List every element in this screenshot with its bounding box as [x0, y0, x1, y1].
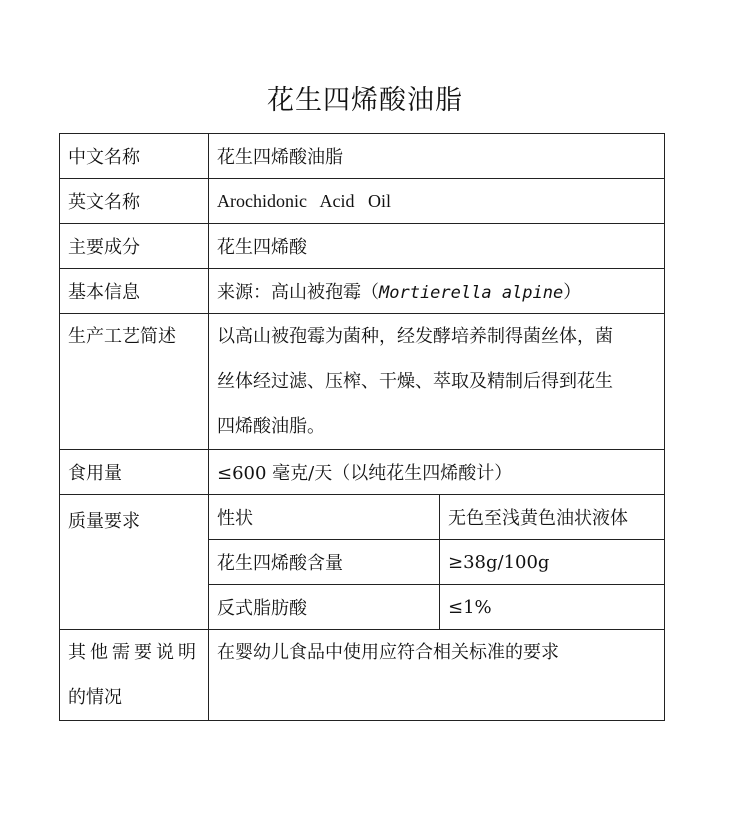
table-row-main-component — [60, 224, 665, 269]
table-row-other — [60, 630, 665, 721]
row-value: 花生四烯酸 — [209, 224, 665, 269]
process-line: 丝体经过滤、压榨、干燥、萃取及精制后得到花生 — [217, 371, 613, 392]
source-latin-name: Mortierella alpine — [379, 283, 564, 303]
quality-item-value: ≤1% — [440, 585, 665, 630]
document-title: 花生四烯酸油脂 — [267, 85, 463, 116]
process-line: 四烯酸油脂。 — [217, 416, 325, 437]
row-value: 花生四烯酸油脂 — [209, 134, 665, 179]
row-label: 英文名称 — [60, 179, 209, 224]
row-label: 中文名称 — [60, 134, 209, 179]
quality-item-name: 反式脂肪酸 — [209, 585, 440, 630]
table-row-english-name — [60, 179, 665, 224]
row-value: ≤600 毫克/天（以纯花生四烯酸计） — [209, 450, 665, 495]
quality-item-name: 花生四烯酸含量 — [209, 540, 440, 585]
row-label — [60, 630, 209, 721]
row-label: 食用量 — [60, 450, 209, 495]
table-row-basic-info — [60, 269, 665, 314]
table-row-process — [60, 314, 665, 450]
row-label: 主要成分 — [60, 224, 209, 269]
row-label: 生产工艺简述 — [60, 314, 209, 450]
quality-item-value: 无色至浅黄色油状液体 — [440, 495, 665, 540]
info-table — [59, 133, 665, 721]
process-line: 以高山被孢霉为菌种，经发酵培养制得菌丝体，菌 — [217, 326, 613, 347]
row-label: 基本信息 — [60, 269, 209, 314]
quality-item-value: ≥38g/100g — [440, 540, 665, 585]
row-value: Arochidonic Acid Oil — [209, 179, 665, 224]
other-label-line: 的情况 — [68, 687, 122, 708]
row-value — [209, 314, 665, 450]
table-row-chinese-name — [60, 134, 665, 179]
other-label-line: 其他需要说明 — [68, 642, 200, 663]
table-row-intake — [60, 450, 665, 495]
source-suffix: ） — [563, 282, 582, 303]
table-row-quality-1 — [60, 495, 665, 540]
quality-item-name: 性状 — [209, 495, 440, 540]
row-label: 质量要求 — [60, 495, 209, 630]
source-prefix: 来源：高山被孢霉（ — [217, 282, 379, 303]
row-value: 在婴幼儿食品中使用应符合相关标准的要求 — [209, 630, 665, 721]
row-value — [209, 269, 665, 314]
